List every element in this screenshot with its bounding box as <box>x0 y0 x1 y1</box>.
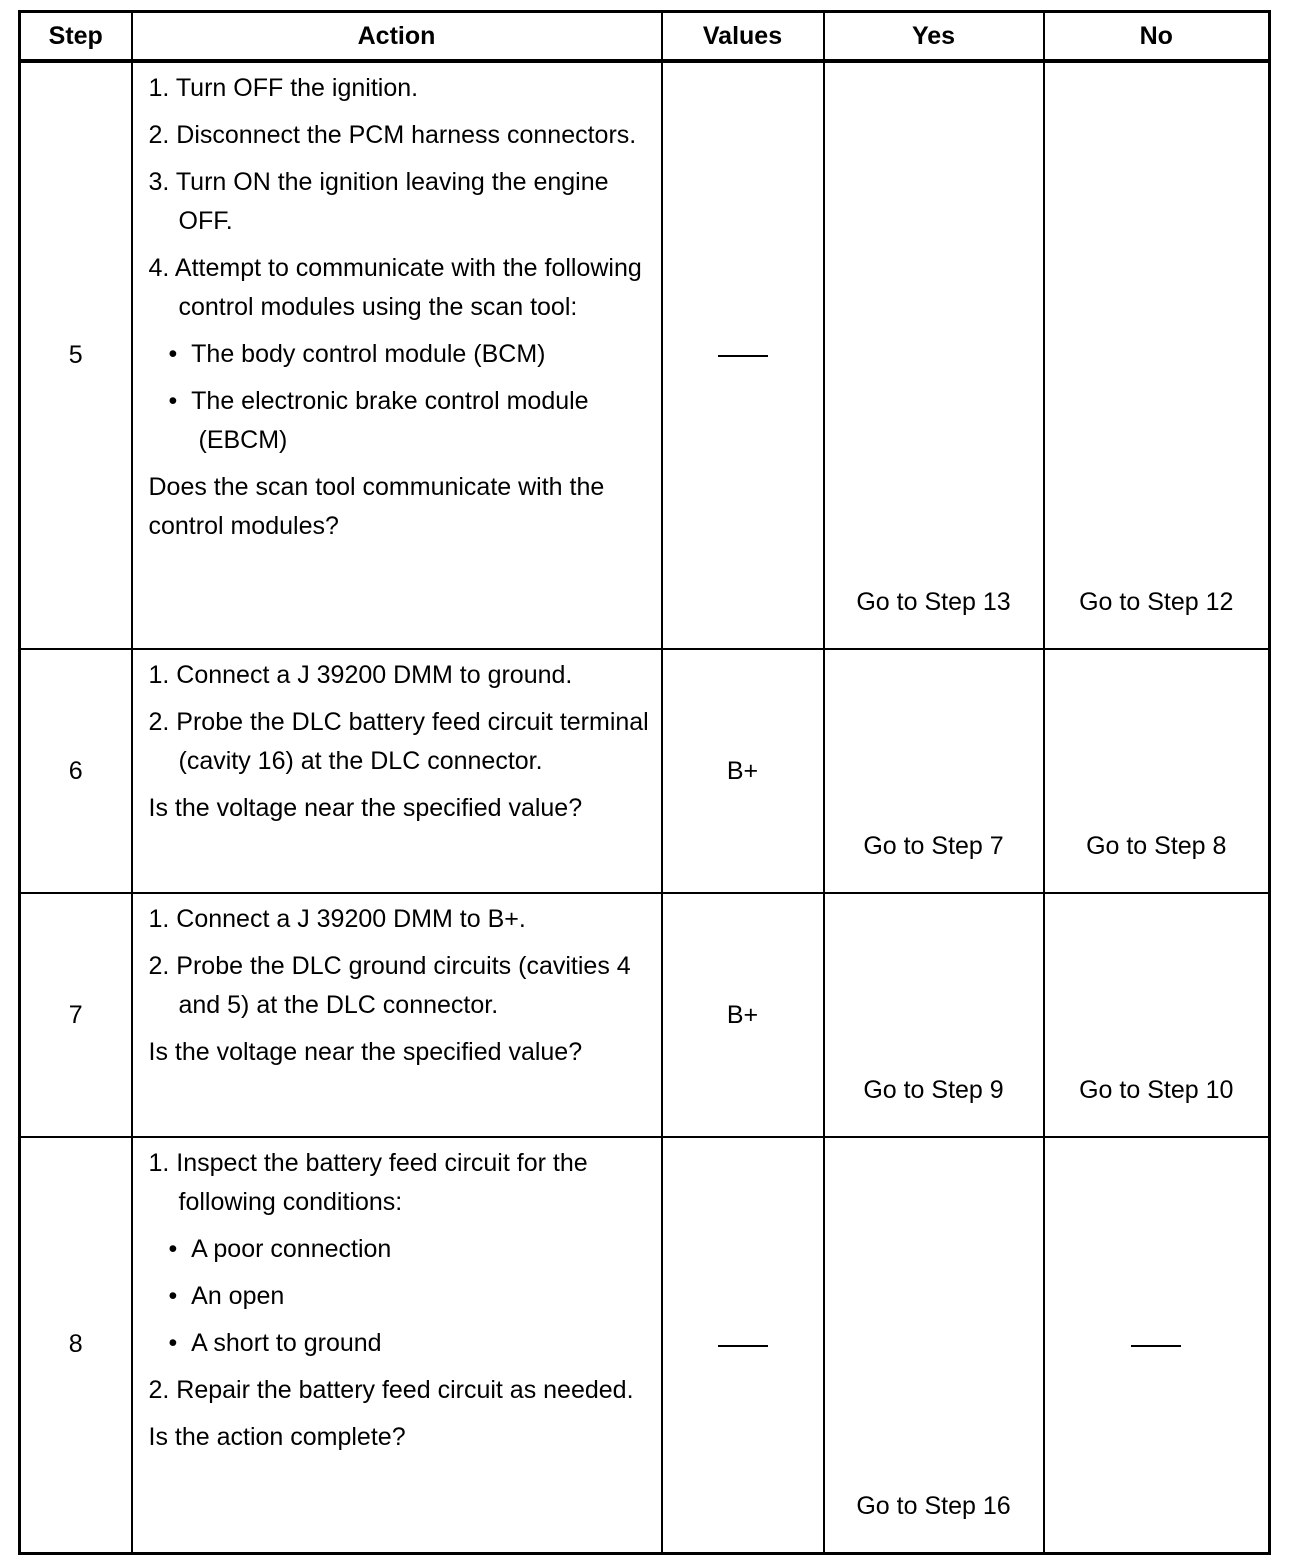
value-dash <box>1131 1345 1181 1347</box>
header-yes: Yes <box>824 12 1044 62</box>
step-number: 8 <box>20 1137 132 1553</box>
action-question: Is the voltage near the specified value? <box>148 794 583 822</box>
table-row-step-8 <box>20 1137 1270 1553</box>
action-bullet: • A short to ground <box>168 1329 382 1357</box>
table-row-step-6 <box>20 649 1270 893</box>
diagnostic-table <box>18 10 1271 1555</box>
action-bullet: • The body control module (BCM) <box>168 340 546 368</box>
action-item: 2. Repair the battery feed circuit as needed. <box>148 1376 634 1404</box>
header-no: No <box>1044 12 1270 62</box>
yes-cell: Go to Step 16 <box>824 1137 1044 1553</box>
no-cell: Go to Step 10 <box>1044 893 1270 1137</box>
action-cell <box>132 61 662 649</box>
action-cell <box>132 1137 662 1553</box>
values-cell <box>662 1137 824 1553</box>
step-number: 5 <box>20 61 132 649</box>
action-question: Is the voltage near the specified value? <box>148 1038 583 1066</box>
action-item: 1. Connect a J 39200 DMM to ground. <box>148 661 573 689</box>
action-item: 2. Probe the DLC battery feed circuit terminal (cavity 16) at the DLC connector. <box>148 708 649 775</box>
action-cell <box>132 649 662 893</box>
no-cell: Go to Step 12 <box>1044 61 1270 649</box>
table-row-step-7 <box>20 893 1270 1137</box>
header-step: Step <box>20 12 132 62</box>
action-bullet: • The electronic brake control module (EBCM) <box>168 387 589 454</box>
action-item: 2. Disconnect the PCM harness connectors. <box>148 121 637 149</box>
action-cell <box>132 893 662 1137</box>
value-dash <box>718 1345 768 1347</box>
values-cell: B+ <box>662 893 824 1137</box>
action-item: 1. Connect a J 39200 DMM to B+. <box>148 905 526 933</box>
header-values: Values <box>662 12 824 62</box>
table-row-step-5 <box>20 61 1270 649</box>
values-cell: B+ <box>662 649 824 893</box>
action-question: Is the action complete? <box>148 1423 406 1451</box>
action-item: 2. Probe the DLC ground circuits (cavities 4 and 5) at the DLC connector. <box>148 952 631 1019</box>
yes-cell: Go to Step 7 <box>824 649 1044 893</box>
action-item: 4. Attempt to communicate with the following control modules using the scan tool: <box>148 254 642 321</box>
header-action: Action <box>132 12 662 62</box>
header-row <box>20 12 1270 62</box>
action-item: 1. Inspect the battery feed circuit for the following conditions: <box>148 1149 588 1216</box>
action-question: Does the scan tool communicate with the control modules? <box>148 473 605 540</box>
action-bullet: • An open <box>168 1282 285 1310</box>
no-cell <box>1044 1137 1270 1553</box>
values-cell <box>662 61 824 649</box>
action-item: 1. Turn OFF the ignition. <box>148 74 419 102</box>
step-number: 7 <box>20 893 132 1137</box>
action-item: 3. Turn ON the ignition leaving the engine OFF. <box>148 168 609 235</box>
value-dash <box>718 355 768 357</box>
step-number: 6 <box>20 649 132 893</box>
no-cell: Go to Step 8 <box>1044 649 1270 893</box>
yes-cell: Go to Step 9 <box>824 893 1044 1137</box>
action-bullet: • A poor connection <box>168 1235 392 1263</box>
yes-cell: Go to Step 13 <box>824 61 1044 649</box>
